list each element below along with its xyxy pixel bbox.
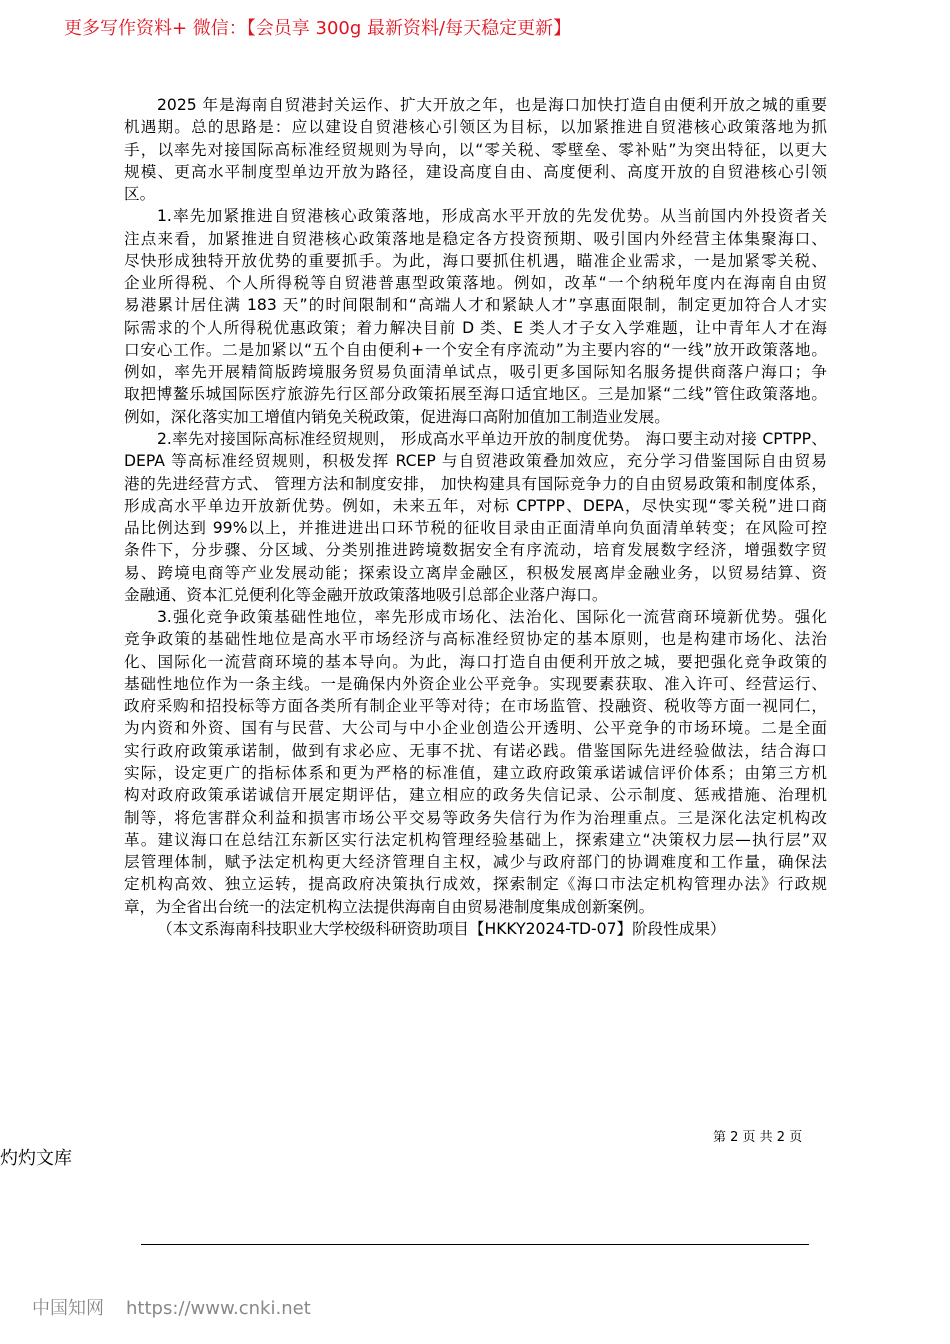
text-line: 3.强化竞争政策基础性地位，率先形成市场化、法治化、国际化一流营商环境新优势。强化 [157, 608, 827, 627]
text-line: 2025 年是海南自贸港封关运作、扩大开放之年，也是海口加快打造自由便利开放之城的重要 [157, 96, 827, 114]
paragraph [124, 94, 827, 205]
text-line: 尽快形成独特开放优势的重要抓手。为此，海口要抓住机遇，瞄准企业需求，一是加紧零关税、 [124, 251, 827, 270]
text-line: 港的先进经营方式、 管理方法和制度安排， 加快构建具有国际竞争力的自由贸易政策和制度体系， [124, 474, 827, 493]
text-line: 基础性地位作为一条主线。一是确保内外资企业公平竞争。实现要素获取、准入许可、经营运行、 [124, 674, 827, 693]
cnki-watermark [32, 1294, 333, 1320]
text-line: 手，以率先对接国际高标准经贸规则为导向，以“零关税、零壁垒、零补贴”为突出特征，以更大 [124, 140, 827, 159]
text-line: 易、跨境电商等产业发展动能；探索设立离岸金融区，积极发展离岸金融业务，以贸易结算、资 [124, 563, 827, 582]
text-line: 政府采购和招投标等方面各类所有制企业平等对待；在市场监管、投融资、税收等方面一视同仁， [124, 697, 827, 716]
promo-banner: 更多写作资料+ 微信：【会员享 300g 最新资料/每天稳定更新】 [64, 18, 572, 39]
text-line: 易港累计居住满 183 天”的时间限制和“高端人才和紧缺人才”享惠面限制，制定更加符合人才实 [124, 296, 827, 315]
text-line: 层管理体制，赋予法定机构更大经济管理自主权，减少与政府部门的协调难度和工作量，确保法 [124, 853, 827, 872]
divider [141, 1244, 809, 1245]
paragraph [124, 205, 827, 428]
text-line: 企业所得税、个人所得税等自贸港普惠型政策落地。例如，改革“一个纳税年度内在海南自由贸 [124, 274, 827, 293]
text-line: 机遇期。总的思路是：应以建设自贸港核心引领区为目标，以加紧推进自贸港核心政策落地为抓 [124, 118, 827, 137]
text-line: 条件下，分步骤、分区域、分类别推进跨境数据安全有序流动，培育发展数字经济，增强数字贸 [124, 541, 827, 560]
text-line: 竞争政策的基础性地位是高水平市场经济与高标准经贸协定的基本原则，也是构建市场化、法治 [124, 630, 827, 649]
page-number: 第 2 页 共 2 页 [713, 1130, 803, 1145]
text-line: 实际，设定更广的指标体系和更为严格的标准值，建立政府政策承诺诚信评价体系；由第三方机 [124, 763, 827, 782]
text-line: 章，为全省出台统一的法定机构立法提供海南自由贸易港制度集成创新案例。 [124, 897, 655, 916]
cnki-name: 中国知网 [32, 1298, 104, 1319]
text-line: 际需求的个人所得税优惠政策；着力解决目前 D 类、E 类人才子女入学难题，让中青年人才在海 [124, 318, 827, 337]
text-line: 形成高水平单边开放新优势。例如，未来五年，对标 CPTPP、DEPA，尽快实现“零关税”进口商 [124, 496, 827, 515]
text-line: （本文系海南科技职业大学校级科研资助项目【HKKY2024-TD-07】阶段性成果） [157, 919, 726, 938]
brand-label: 灼灼文库 [0, 1148, 72, 1169]
text-line: 例如，深化落实加工增值内销免关税政策，促进海口高附加值加工制造业发展。 [124, 407, 670, 426]
article-body [124, 94, 827, 940]
text-line: 化、国际化一流营商环境的基本导向。为此，海口打造自由便利开放之城，要把强化竞争政策的 [124, 652, 827, 671]
cnki-url: https://www.cnki.net [126, 1298, 311, 1319]
text-line: 革。建议海口在总结江东新区实行法定机构管理经验基础上，探索建立“决策权力层—执行层”双 [124, 830, 827, 849]
text-line: 2.率先对接国际高标准经贸规则， 形成高水平单边开放的制度优势。 海口要主动对接 CPTPP、 [157, 429, 827, 448]
text-line: 规模、更高水平制度型单边开放为路径，建设高度自由、高度便利、高度开放的自贸港核心引领 [124, 162, 827, 181]
text-line: 口安心工作。二是加紧以“五个自由便利+一个安全有序流动”为主要内容的“一线”放开政策落地。 [124, 340, 827, 359]
text-line: 取把博鳌乐城国际医疗旅游先行区部分政策拓展至海口适宜地区。三是加紧“二线”管住政策落地。 [124, 385, 827, 404]
text-line: 1.率先加紧推进自贸港核心政策落地，形成高水平开放的先发优势。从当前国内外投资者关 [157, 207, 827, 226]
text-line: 区。 [124, 185, 156, 204]
text-line: 金融通、资本汇兑便利化等金融开放政策落地吸引总部企业落户海口。 [124, 585, 608, 604]
text-line: 实行政府政策承诺制，做到有求必应、无事不扰、有诺必践。借鉴国际先进经验做法，结合海口 [124, 741, 827, 760]
paragraph [124, 606, 827, 918]
text-line: 为内资和外资、国有与民营、大公司与中小企业创造公开透明、公平竞争的市场环境。二是全面 [124, 719, 827, 738]
text-line: 定机构高效、独立运转，提高政府决策执行成效，探索制定《海口市法定机构管理办法》行政规 [124, 875, 827, 894]
text-line: DEPA 等高标准经贸规则，积极发挥 RCEP 与自贸港政策叠加效应，充分学习借鉴国际自由贸易 [124, 452, 827, 471]
text-line: 品比例达到 99%以上，并推进进出口环节税的征收目录由正面清单向负面清单转变；在风险可控 [124, 519, 827, 538]
text-line: 制等，将危害群众利益和损害市场公平交易等政务失信行为作为治理重点。三是深化法定机构改 [124, 808, 827, 827]
text-line: 注点来看，加紧推进自贸港核心政策落地是稳定各方投资预期、吸引国内外经营主体集聚海口、 [124, 229, 827, 248]
text-line: 构对政府政策承诺诚信开展定期评估，建立相应的政务失信记录、公示制度、惩戒措施、治理机 [124, 786, 827, 805]
text-line: 例如，率先开展精简版跨境服务贸易负面清单试点，吸引更多国际知名服务提供商落户海口；争 [124, 363, 827, 382]
paragraph [124, 428, 827, 606]
paragraph [124, 918, 827, 940]
